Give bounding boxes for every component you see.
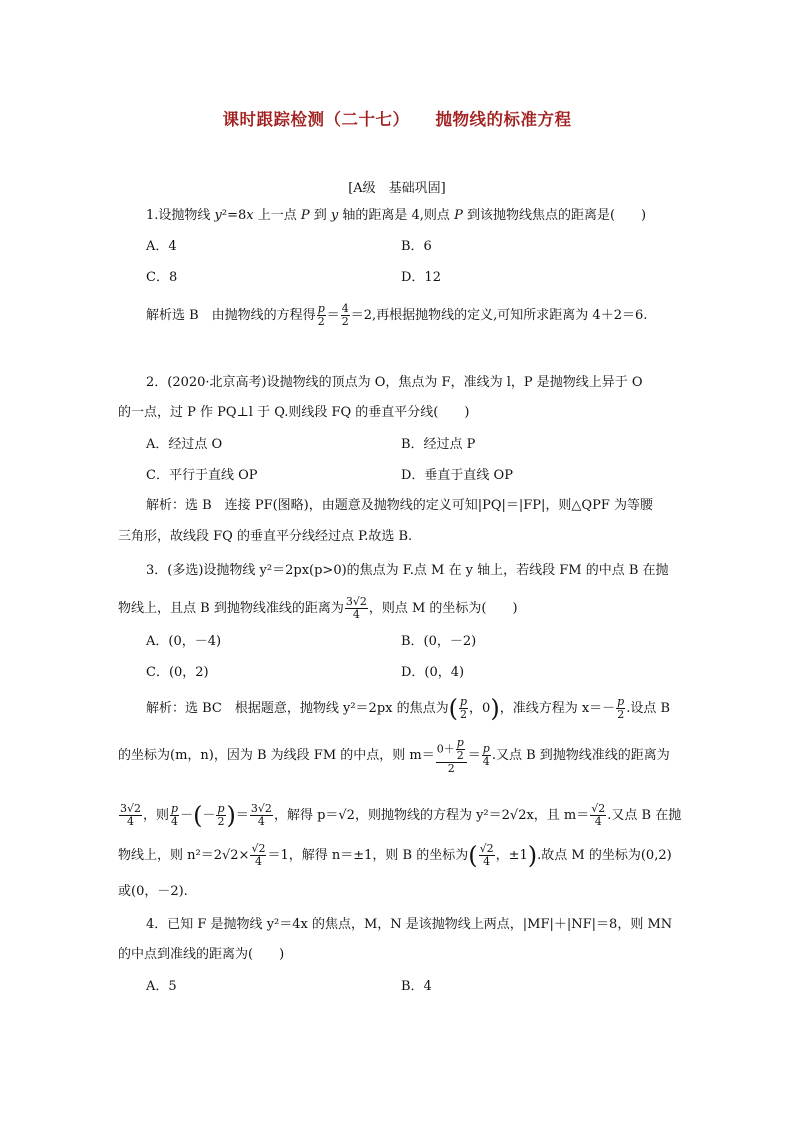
q3-option-a: A．(0，－4) bbox=[146, 634, 222, 649]
section-heading: [A级 基础巩固] bbox=[348, 181, 446, 196]
q2-solution-line2: 三角形，故线段 FQ 的垂直平分线经过点 P.故选 B. bbox=[118, 529, 413, 544]
q1-option-c: C．8 bbox=[146, 270, 178, 285]
title-left: 课时跟踪检测（二十七） bbox=[222, 110, 410, 129]
q3-solution-line4: 物线上，则 n²＝2√2× $\frac{√2}{4}$ ＝1，解得 n＝±1，则 B 的坐标为( $\frac{√2}{4}$ ，±1).故点 M 的坐标为(0,2) bbox=[118, 841, 672, 870]
q1-solution: 解析选 B 由抛物线的方程得 $\frac{p}{2}$ ＝ $\frac{4}{2}$ ＝2,再根据抛物线的定义,可知所求距离为 4＋2＝6. bbox=[146, 302, 648, 328]
q2-option-a: A．经过点 O bbox=[146, 437, 223, 452]
q3-option-d: D．(0，4) bbox=[401, 665, 465, 680]
q4-stem-line1: 4．已知 F 是抛物线 y²＝4x 的焦点，M，N 是该抛物线上两点，|MF|＋|NF|＝8，则 MN bbox=[146, 917, 673, 932]
q3-solution-line1: 解析：选 BC 根据题意，抛物线 y²＝2px 的焦点为( $\frac{p}{2}$ ，0)，准线方程为 x＝－ $\frac{p}{2}$ .设点 B bbox=[146, 694, 671, 723]
q2-option-d: D．垂直于直线 OP bbox=[401, 468, 513, 483]
q4-option-b: B．4 bbox=[401, 979, 432, 994]
q2-option-b: B．经过点 P bbox=[401, 437, 476, 452]
title-right: 抛物线的标准方程 bbox=[435, 110, 572, 129]
q1-stem: 1.设抛物线 y²=8x 上一点 P 到 y 轴的距离是 4,则点 P 到该抛物线焦点的距离是( ) bbox=[146, 208, 647, 223]
q1-option-a: A．4 bbox=[146, 239, 177, 254]
q3-option-c: C．(0，2) bbox=[146, 665, 209, 680]
q3-stem-line1: 3．(多选)设抛物线 y²＝2px(p>0)的焦点为 F.点 M 在 y 轴上，若线段 FM 的中点 B 在抛 bbox=[146, 563, 669, 578]
page-title bbox=[0, 106, 794, 130]
q3-solution-line5: 或(0，－2). bbox=[118, 884, 188, 899]
q3-solution-line2: 的坐标为(m，n)，因为 B 为线段 FM 的中点，则 m＝ 0＋ $\frac{p}{2}$ 2 ＝ $\frac{p}{4}$ .又点 B 到抛物线准线的距离为 bbox=[118, 735, 670, 775]
q2-solution-line1: 解析：选 B 连接 PF(图略)，由题意及抛物线的定义可知|PQ|＝|FP|，则△QPF 为等腰 bbox=[146, 498, 653, 513]
q1-option-b: B．6 bbox=[401, 239, 432, 254]
q3-stem-line2: 物线上，且点 B 到抛物线准线的距离为 $\frac{3√2}{4}$ ，则点 M 的坐标为( ) bbox=[118, 595, 518, 621]
q3-solution-line3: $\frac{3√2}{4}$ ，则 $\frac{p}{4}$ －(－ $\frac{p}{2}$ )＝ $\frac{3√2}{4}$ ，解得 p＝√2，则抛物线的方程为 y²＝2√2x，且 m＝ $\frac{√2}{4}$ .又点 B 在抛 bbox=[120, 801, 682, 830]
q2-stem-line2: 的一点，过 P 作 PQ⊥l 于 Q.则线段 FQ 的垂直平分线( ) bbox=[118, 405, 470, 420]
q1-option-d: D．12 bbox=[401, 270, 441, 285]
q4-option-a: A．5 bbox=[146, 979, 177, 994]
q3-option-b: B．(0，－2) bbox=[401, 634, 477, 649]
q4-stem-line2: 的中点到准线的距离为( ) bbox=[118, 947, 285, 962]
q2-stem-line1: 2．(2020·北京高考)设抛物线的顶点为 O，焦点为 F，准线为 l，P 是抛物线上异于 O bbox=[146, 375, 643, 390]
q2-option-c: C．平行于直线 OP bbox=[146, 468, 258, 483]
